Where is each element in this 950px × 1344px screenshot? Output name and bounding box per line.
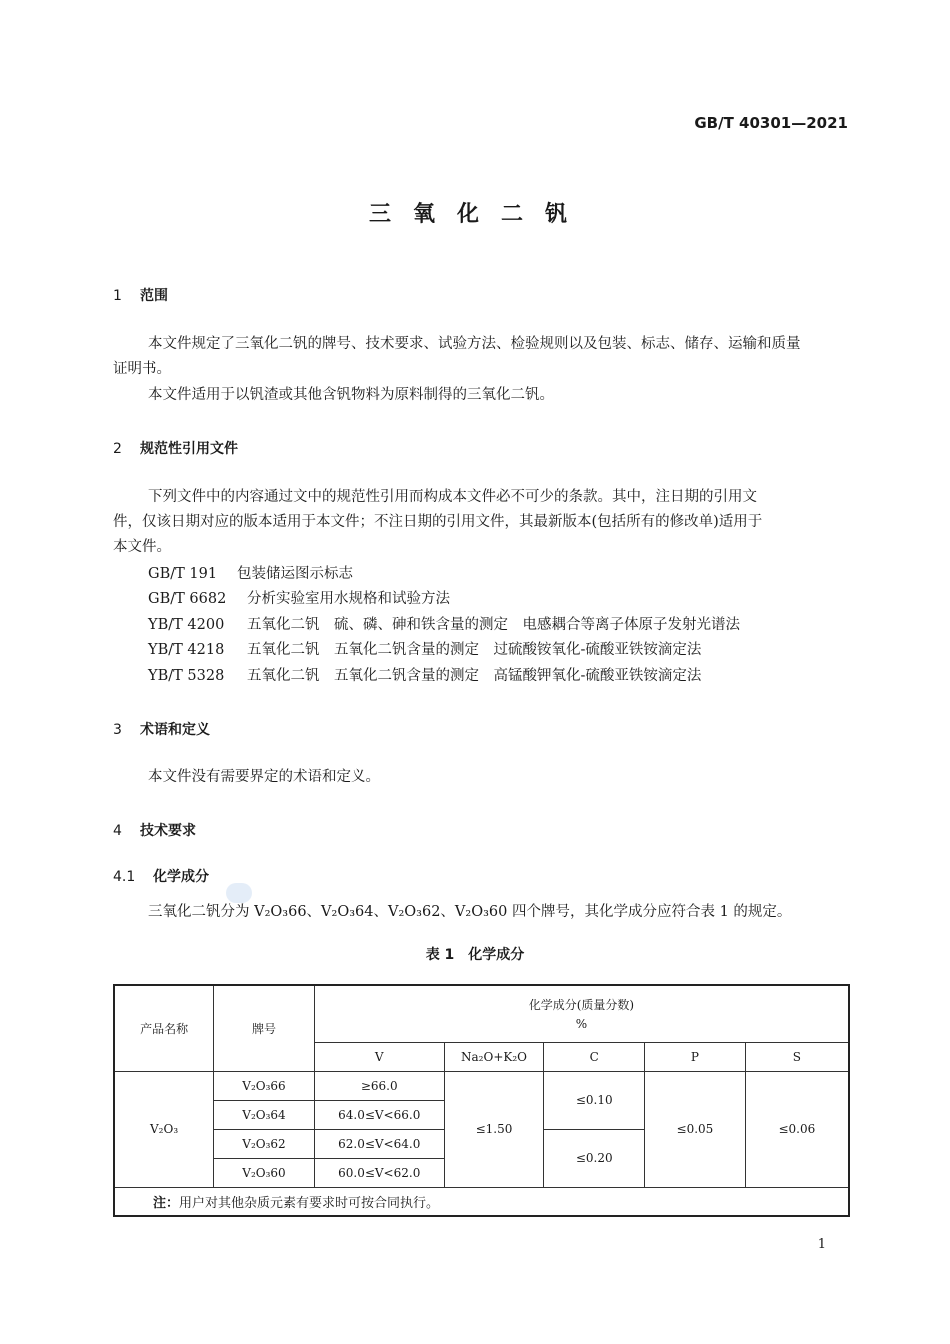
note-text: 用户对其他杂质元素有要求时可按合同执行。 <box>179 1195 440 1211</box>
v-cell: ≥66.0 <box>314 1071 444 1100</box>
header-col-c: C <box>544 1042 645 1071</box>
text-line: 本文件。 <box>113 539 171 555</box>
section-2-paragraph-1 <box>113 485 851 560</box>
header-col-p: P <box>645 1042 746 1071</box>
section-title: 技术要求 <box>140 823 196 839</box>
c-cell-upper: ≤0.10 <box>544 1071 645 1129</box>
section-title: 化学成分 <box>153 869 209 885</box>
section-2-heading <box>113 438 238 458</box>
text-line: 证明书。 <box>113 361 171 377</box>
section-number: 2 <box>113 441 122 457</box>
v-cell: 64.0≤V<66.0 <box>314 1100 444 1129</box>
product-name-cell: V₂O₃ <box>114 1071 214 1187</box>
reference-code: YB/T 4200 <box>148 617 225 633</box>
section-number: 4 <box>113 823 122 839</box>
section-title: 规范性引用文件 <box>140 441 238 457</box>
reference-title: 分析实验室用水规格和试验方法 <box>247 591 450 607</box>
reference-code: GB/T 6682 <box>148 591 227 607</box>
header-col-s: S <box>745 1042 849 1071</box>
section-title: 术语和定义 <box>140 722 210 738</box>
p-cell: ≤0.05 <box>645 1071 746 1187</box>
text-line: 下列文件中的内容通过文中的规范性引用而构成本文件必不可少的条款。其中，注日期的引用文 <box>148 489 757 505</box>
reference-code: GB/T 191 <box>148 566 218 582</box>
composition-unit: % <box>575 1017 588 1032</box>
header-grade: 牌号 <box>214 985 315 1071</box>
header-composition <box>314 985 849 1042</box>
v-cell: 62.0≤V<64.0 <box>314 1129 444 1158</box>
s-cell: ≤0.06 <box>745 1071 849 1187</box>
grade-cell: V₂O₃62 <box>214 1129 315 1158</box>
section-4-1-heading <box>113 866 209 886</box>
page-number: 1 <box>817 1237 826 1252</box>
reference-item <box>148 562 353 587</box>
note-label: 注： <box>153 1195 180 1211</box>
grade-cell: V₂O₃66 <box>214 1071 315 1100</box>
text-line: 件，仅该日期对应的版本适用于本文件；不注日期的引用文件，其最新版本(包括所有的修改单)适用于 <box>113 514 763 530</box>
section-1-heading <box>113 285 168 305</box>
grade-cell: V₂O₃64 <box>214 1100 315 1129</box>
reference-item <box>148 613 740 638</box>
reference-title: 五氧化二钒 五氧化二钒含量的测定 高锰酸钾氧化-硫酸亚铁铵滴定法 <box>247 668 702 684</box>
section-1-paragraph-2: 本文件适用于以钒渣或其他含钒物料为原料制得的三氧化二钒。 <box>148 387 554 403</box>
table-note <box>114 1187 849 1216</box>
grade-cell: V₂O₃60 <box>214 1158 315 1187</box>
composition-label: 化学成分(质量分数) <box>528 998 635 1013</box>
reference-item <box>148 664 701 689</box>
section-number: 4.1 <box>113 869 136 885</box>
section-3-heading <box>113 719 210 739</box>
reference-code: YB/T 4218 <box>148 642 225 658</box>
document-title: 三氧化二钒 <box>368 202 589 227</box>
reference-title: 包装储运图示标志 <box>237 566 353 582</box>
reference-title: 五氧化二钒 硫、磷、砷和铁含量的测定 电感耦合等离子体原子发射光谱法 <box>247 617 740 633</box>
section-number: 3 <box>113 722 122 738</box>
header-product-name: 产品名称 <box>114 985 214 1071</box>
section-4-1-paragraph-1: 三氧化二钒分为 V₂O₃66、V₂O₃64、V₂O₃62、V₂O₃60 四个牌号，其化学成分应符合表 1 的规定。 <box>148 904 792 920</box>
reference-item <box>148 587 450 612</box>
na2o-k2o-cell: ≤1.50 <box>444 1071 544 1187</box>
header-col-na2o-k2o: Na₂O+K₂O <box>444 1042 544 1071</box>
header-col-v: V <box>314 1042 444 1071</box>
section-1-paragraph-1 <box>113 332 851 382</box>
section-number: 1 <box>113 288 122 304</box>
reference-item <box>148 638 701 663</box>
section-4-heading <box>113 820 196 840</box>
reference-code: YB/T 5328 <box>148 668 225 684</box>
c-cell-lower: ≤0.20 <box>544 1129 645 1187</box>
v-cell: 60.0≤V<62.0 <box>314 1158 444 1187</box>
reference-title: 五氧化二钒 五氧化二钒含量的测定 过硫酸铵氧化-硫酸亚铁铵滴定法 <box>247 642 702 658</box>
section-title: 范围 <box>140 288 168 304</box>
section-3-paragraph-1: 本文件没有需要界定的术语和定义。 <box>148 769 380 785</box>
text-line: 本文件规定了三氧化二钒的牌号、技术要求、试验方法、检验规则以及包装、标志、储存、运输和质量 <box>148 336 801 352</box>
standard-number: GB/T 40301—2021 <box>694 114 848 132</box>
chemical-composition-table <box>113 984 850 1217</box>
table-caption: 表 1 化学成分 <box>425 947 525 963</box>
